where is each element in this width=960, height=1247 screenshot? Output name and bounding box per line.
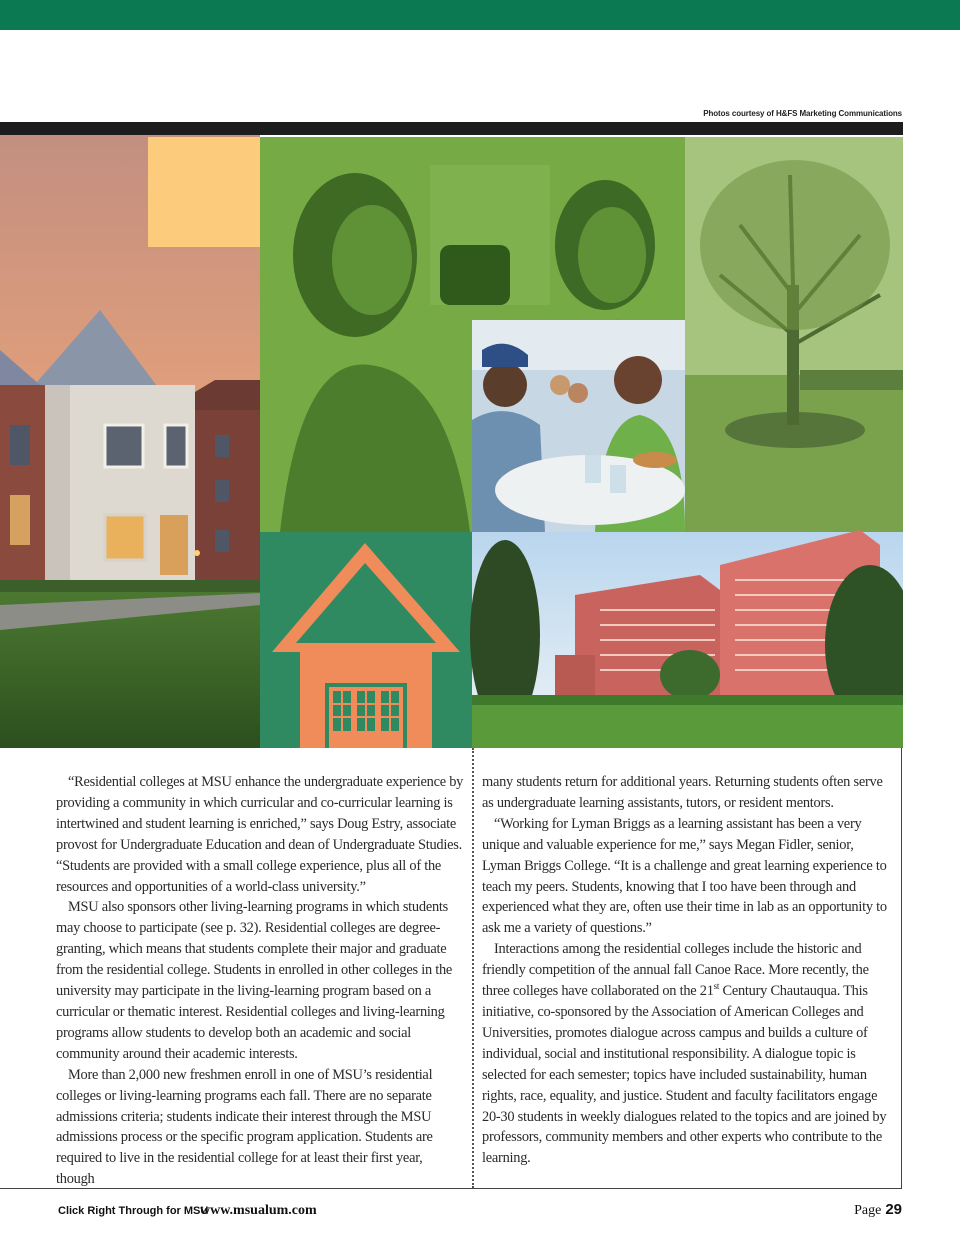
- page-number: [854, 1201, 902, 1219]
- footer-tagline: Click Right Through for MSU: [58, 1205, 209, 1217]
- header-rule: [0, 122, 903, 135]
- trees-duotone-photo: [685, 137, 903, 532]
- article-paragraph: “Working for Lyman Briggs as a learning assistant has been a very unique and valuable experience for me,” says Megan Fidler, senior, Lyman Briggs College. “It is a challenge and great learning experience to teach my peers. Students, knowing that I too have been through and experienced what they are, often use their time in lab as an opportunity to ask me a variety of questions.”: [482, 815, 887, 937]
- house-icon: [260, 532, 472, 748]
- dining-hall-students-photo: [472, 320, 685, 532]
- photo-credit: Photos courtesy of H&FS Marketing Communications: [703, 109, 902, 118]
- residence-hall-building-photo: [470, 530, 903, 748]
- article-paragraph: many students return for additional years. Returning students often serve as undergraduate learning assistants, tutors, or resident mentors.: [482, 774, 883, 811]
- article-paragraph: More than 2,000 new freshmen enroll in one of MSU’s residential colleges or living-learning programs each fall. There are no separate admissions criteria; students indicate their interest through the MSU admissions process or the specific program application. Students are required to live in the residential college for at least their first year, though: [56, 1066, 433, 1188]
- photo-collage: [0, 135, 903, 748]
- page-label: Page: [854, 1203, 882, 1218]
- article-paragraph: Interactions among the residential colleges include the historic and friendly competition of the annual fall Canoe Race. More recently, the three colleges have collaborated on the 21st Century Chautauqua. This initiative, co-sponsored by the Association of American Colleges and Universities, promotes dialogue across campus and builds a culture of individual, social and institutional responsibility. A dialogue topic is selected for each semester; topics have included sustainability, human rights, race, equality, and justice. Student and faculty facilitators engage 20-30 students in weekly dialogues related to the topics and are joined by professors, community members and other experts who contribute to the learning.: [482, 941, 887, 1167]
- article-column-left: [56, 772, 464, 1190]
- top-color-band: [0, 0, 960, 30]
- article-paragraph: “Residential colleges at MSU enhance the undergraduate experience by providing a community in which curricular and co-curricular learning is intertwined and student learning is enriched,” says Doug Estry, associate provost for Undergraduate Education and dean of Undergraduate Studies. “Students are provided with a small college experience, plus all of the resources and opportunities of a world-class university.”: [56, 774, 464, 895]
- article-column-right: [482, 772, 890, 1169]
- page-number-value: 29: [885, 1201, 902, 1218]
- residential-college-building-photo: [0, 135, 260, 748]
- article-paragraph: MSU also sponsors other living-learning programs in which students may choose to participate (see p. 32). Residential colleges are degree-granting, which means that students complete their major and graduate from the residential college. Students in enrolled in other colleges in the university may participate in the living-learning program based on a curricular or thematic interest. Residential colleges and living-learning programs allow students to develop both an academic and social community around their academic interests.: [56, 899, 453, 1062]
- footer-rule: [0, 1188, 902, 1189]
- column-divider: [472, 748, 474, 1188]
- peach-block: [148, 137, 260, 247]
- right-margin-rule: [901, 748, 902, 1188]
- footer-url-link[interactable]: www.msualum.com: [200, 1203, 317, 1218]
